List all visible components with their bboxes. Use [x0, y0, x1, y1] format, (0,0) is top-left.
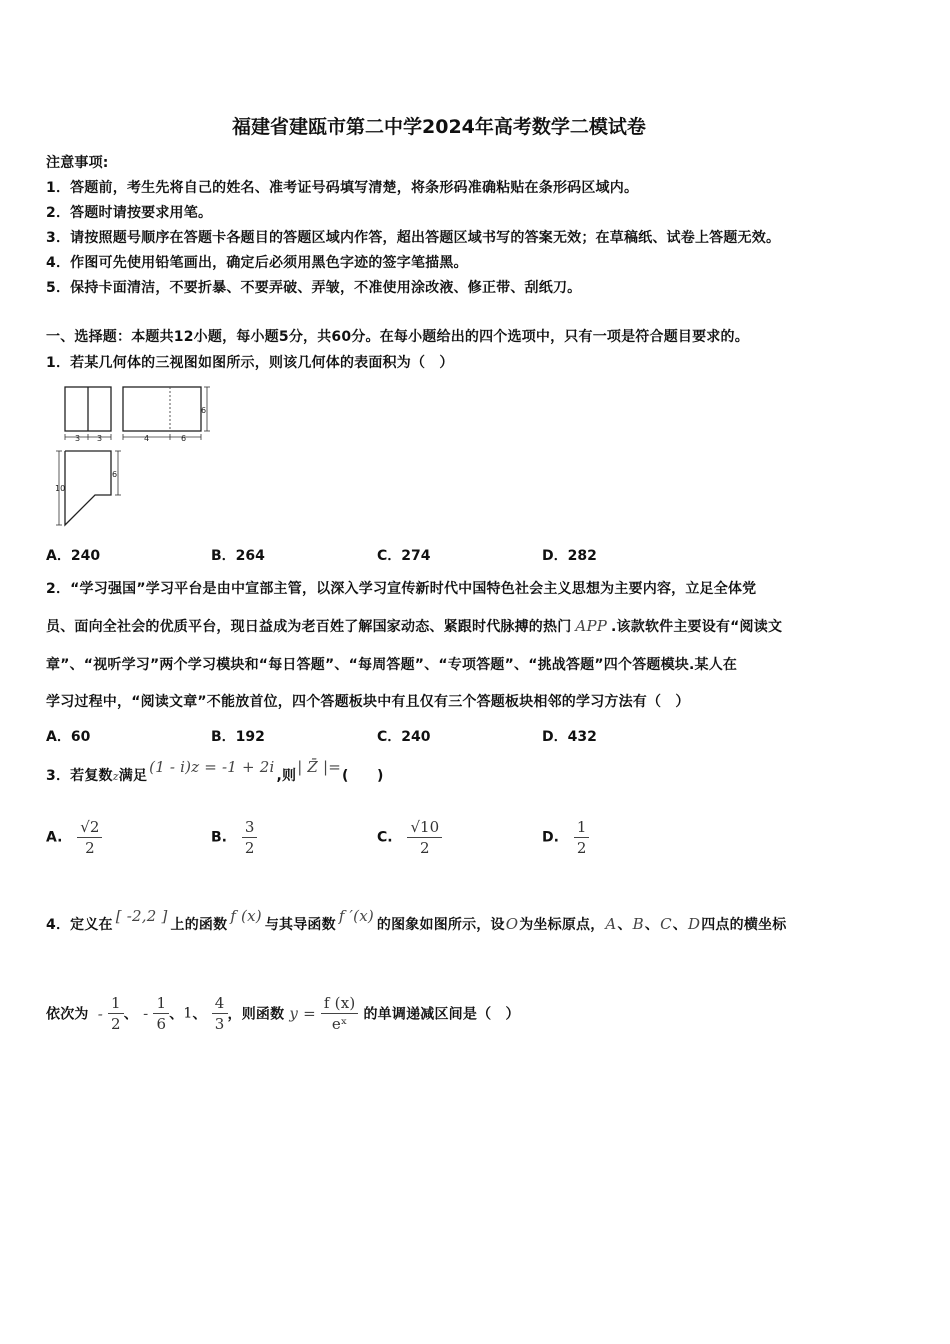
- question-2-line: 学习过程中，“阅读文章”不能放首位，四个答题板块中有且仅有三个答题板块相邻的学习方法有（ ）: [46, 694, 690, 710]
- side-height-label: 6: [201, 406, 207, 415]
- side-dim-label: 6: [181, 434, 187, 443]
- notice-heading: 注意事项:: [46, 155, 109, 171]
- notice-item: 1．答题前，考生先将自己的姓名、准考证号码填写清楚，将条形码准确粘贴在条形码区域内。: [46, 180, 639, 196]
- section-heading: 一、选择题：本题共12小题，每小题5分，共60分。在每小题给出的四个选项中，只有一项是符合题目要求的。: [46, 329, 749, 345]
- three-view-figure: [55, 383, 225, 531]
- question-1-stem: 1．若某几何体的三视图如图所示，则该几何体的表面积为（ ）: [46, 355, 454, 371]
- notice-item: 2．答题时请按要求用笔。: [46, 205, 213, 221]
- question-2-line: 章”、“视听学习”两个学习模块和“每日答题”、“每周答题”、“专项答题”、“挑战答题”四个答题模块.某人在: [46, 657, 738, 673]
- option-c[interactable]: C．274: [377, 548, 431, 564]
- option-a[interactable]: A. $\frac{√2}{2}$: [46, 818, 102, 857]
- question-3-stem: 3．若复数z满足 (1 - i)z = -1 + 2i ,则| Z̄ |=( ): [46, 758, 384, 784]
- option-a[interactable]: A．60: [46, 729, 91, 745]
- front-dim-label: 3: [75, 434, 81, 443]
- option-c[interactable]: C．240: [377, 729, 431, 745]
- top-dim-label: 6: [112, 470, 118, 479]
- top-height-label: 10: [55, 484, 66, 493]
- option-d[interactable]: D．282: [542, 548, 597, 564]
- option-b[interactable]: B. $\frac{3}{2}$: [211, 818, 257, 857]
- question-2-line: 员、面向全社会的优质平台，现日益成为老百姓了解国家动态、紧跟时代脉搏的热门 APP .该款软件主要设有“阅读文: [46, 617, 783, 635]
- page-title: 福建省建瓯市第二中学2024年高考数学二模试卷: [232, 116, 646, 138]
- question-4-line: 4．定义在 [ -2,2 ] 上的函数 f (x) 与其导函数 f ′(x) 的图象如图所示，设O为坐标原点，A、B、C、D四点的横坐标: [46, 907, 787, 933]
- option-a[interactable]: A．240: [46, 548, 101, 564]
- question-4-line: 依次为 - $\frac{1}{2}$ 、 - $\frac{1}{6}$ 、1、 $\frac{4}{3}$ ，则函数 y = $\frac{f (x)}{\text{eˣ}}$ 的单调递减区间是（ ）: [46, 994, 520, 1033]
- option-b[interactable]: B．192: [211, 729, 265, 745]
- option-d[interactable]: D．432: [542, 729, 597, 745]
- notice-item: 4．作图可先使用铅笔画出，确定后必须用黑色字迹的签字笔描黑。: [46, 255, 468, 271]
- side-dim-label: 4: [144, 434, 150, 443]
- question-2-line: 2．“学习强国”学习平台是由中宣部主管，以深入学习宣传新时代中国特色社会主义思想为主要内容，立足全体党: [46, 581, 757, 597]
- notice-item: 3．请按照题号顺序在答题卡各题目的答题区域内作答，超出答题区域书写的答案无效；在草稿纸、试卷上答题无效。: [46, 230, 781, 246]
- front-dim-label: 3: [97, 434, 103, 443]
- option-b[interactable]: B．264: [211, 548, 265, 564]
- option-c[interactable]: C. $\frac{√10}{2}$: [377, 818, 442, 857]
- notice-item: 5．保持卡面清洁，不要折暴、不要弄破、弄皱，不准使用涂改液、修正带、刮纸刀。: [46, 280, 582, 296]
- option-d[interactable]: D. $\frac{1}{2}$: [542, 818, 589, 857]
